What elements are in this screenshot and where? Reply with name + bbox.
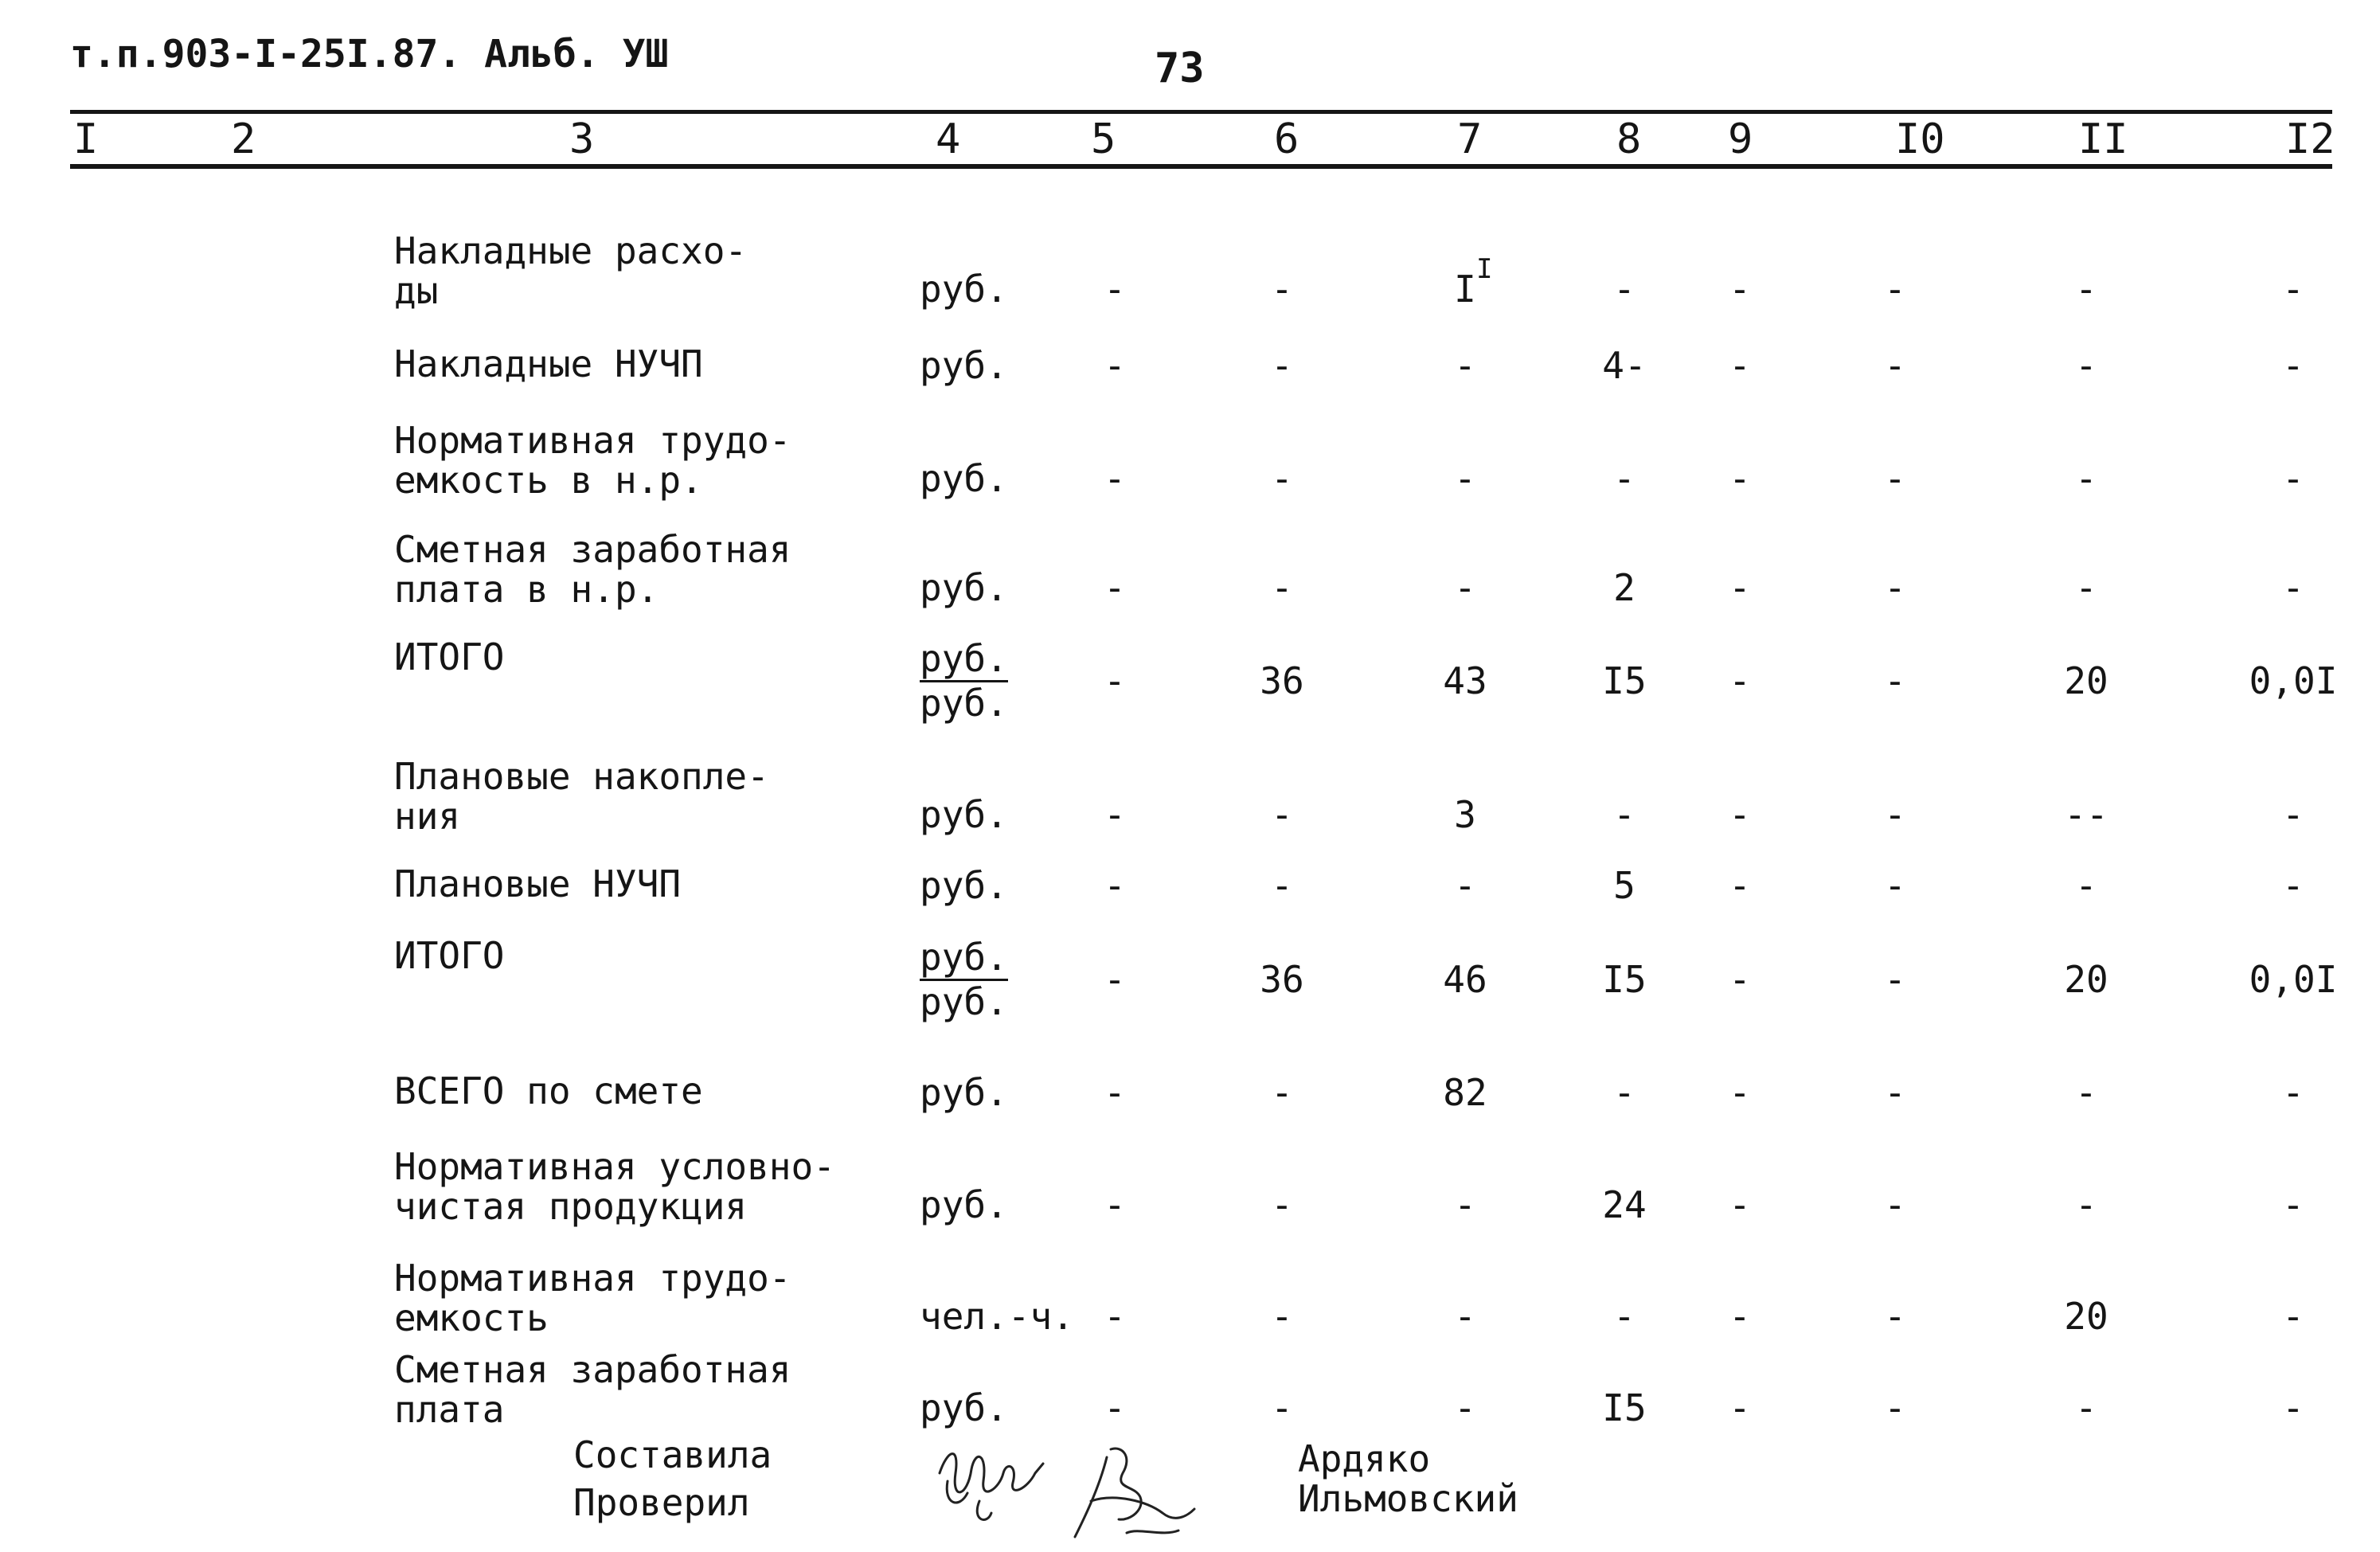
row-label: Накладные НУЧП (394, 342, 703, 385)
cell-c12: - (2282, 1071, 2304, 1114)
cell-c9: - (1729, 1071, 1751, 1114)
handwritten-signatures (924, 1425, 1258, 1545)
cell-c12: 0,0I (2249, 659, 2338, 702)
cell-c6: - (1271, 457, 1293, 500)
cell-c5: - (1104, 1183, 1126, 1226)
cell-c6: - (1271, 1183, 1293, 1226)
row-unit: руб. (920, 268, 1008, 311)
row-label: ВСЕГО по смете (394, 1069, 703, 1112)
cell-c5: - (1104, 1295, 1126, 1338)
cell-c12: - (2282, 566, 2304, 609)
cell-c7: - (1454, 344, 1476, 387)
header-top-rule (70, 110, 2332, 114)
row-label: Плановые НУЧП (394, 862, 682, 905)
cell-c9: - (1729, 566, 1751, 609)
cell-c12: - (2282, 457, 2304, 500)
cell-c5: - (1104, 566, 1126, 609)
row-label: Нормативная трудо- емкость в н.р. (394, 419, 791, 502)
row-unit: руб. (920, 637, 1008, 682)
cell-c11: - (2075, 344, 2097, 387)
cell-c5: - (1104, 268, 1126, 311)
cell-c6: - (1271, 1071, 1293, 1114)
column-number-4: 4 (936, 115, 961, 163)
row-label: Нормативная трудо- емкость (394, 1257, 791, 1339)
cell-c5: - (1104, 793, 1126, 836)
cell-c8: 2 (1613, 566, 1636, 609)
column-number-7: 7 (1457, 115, 1483, 163)
column-number-9: 9 (1728, 115, 1753, 163)
cell-c10: - (1884, 457, 1906, 500)
cell-c8: 5 (1613, 864, 1636, 907)
column-number-3: 3 (569, 115, 595, 163)
cell-c11: - (2075, 864, 2097, 907)
cell-c5: - (1104, 958, 1126, 1001)
row-unit-secondary: руб. (920, 980, 1008, 1023)
row-unit: руб. (920, 1071, 1008, 1114)
cell-c5: - (1104, 344, 1126, 387)
cell-c7: - (1454, 566, 1476, 609)
cell-c6: - (1271, 1295, 1293, 1338)
cell-c12: - (2282, 268, 2304, 311)
column-number-10: I0 (1895, 115, 1945, 163)
cell-c8: - (1613, 1071, 1636, 1114)
row-label: Накладные расхо- ды (394, 229, 748, 312)
cell-c5: - (1104, 864, 1126, 907)
cell-c7: 82 (1443, 1071, 1487, 1114)
cell-c12: - (2282, 1183, 2304, 1226)
cell-c10: - (1884, 268, 1906, 311)
cell-c10: - (1884, 1295, 1906, 1338)
row-unit-secondary: руб. (920, 682, 1008, 725)
cell-c6: 36 (1260, 958, 1304, 1001)
cell-c11: 20 (2064, 659, 2108, 702)
cell-c11: - (2075, 566, 2097, 609)
row-label: Нормативная условно- чистая продукция (394, 1145, 835, 1228)
row-unit: руб. (920, 936, 1008, 981)
cell-c12: - (2282, 793, 2304, 836)
cell-c9: - (1729, 864, 1751, 907)
row-label: Сметная заработная плата в н.р. (394, 528, 791, 611)
cell-c10: - (1884, 1071, 1906, 1114)
cell-c11: - (2075, 268, 2097, 311)
cell-c8: I5 (1602, 958, 1647, 1001)
checked-by-label: Проверил (573, 1481, 750, 1524)
cell-c8: - (1613, 793, 1636, 836)
cell-c5: - (1104, 1071, 1126, 1114)
header-bottom-rule (70, 164, 2332, 169)
cell-c10: - (1884, 1386, 1906, 1429)
row-unit: руб. (920, 1386, 1008, 1429)
cell-c9: - (1729, 344, 1751, 387)
cell-c6: - (1271, 344, 1293, 387)
cell-c5: - (1104, 457, 1126, 500)
cell-c5: - (1104, 1386, 1126, 1429)
cell-c7: - (1454, 457, 1476, 500)
cell-c8: - (1613, 457, 1636, 500)
column-number-11: II (2078, 115, 2128, 163)
cell-c11: -- (2064, 793, 2108, 836)
column-number-5: 5 (1091, 115, 1116, 163)
cell-c11: 20 (2064, 958, 2108, 1001)
cell-c9: - (1729, 457, 1751, 500)
compiled-by-name: Ардяко (1298, 1437, 1431, 1480)
cell-c10: - (1884, 659, 1906, 702)
cell-c9: - (1729, 268, 1751, 311)
cell-c9: - (1729, 659, 1751, 702)
cell-c7: - (1454, 1386, 1476, 1429)
cell-c8: I5 (1602, 1386, 1647, 1429)
cell-c10: - (1884, 344, 1906, 387)
row-unit: чел.-ч. (920, 1295, 1074, 1338)
column-number-2: 2 (231, 115, 256, 163)
column-number-1: I (73, 115, 99, 163)
cell-c6: 36 (1260, 659, 1304, 702)
cell-c10: - (1884, 864, 1906, 907)
cell-c8: - (1613, 1295, 1636, 1338)
row-label: Плановые накопле- ния (394, 755, 769, 838)
cell-c10: - (1884, 793, 1906, 836)
cell-c11: 20 (2064, 1295, 2108, 1338)
row-label: Сметная заработная плата (394, 1348, 791, 1431)
cell-c6: - (1271, 566, 1293, 609)
row-unit: руб. (920, 1183, 1008, 1226)
cell-c8: I5 (1602, 659, 1647, 702)
cell-c11: - (2075, 1183, 2097, 1226)
cell-c12: - (2282, 344, 2304, 387)
cell-c8: 24 (1602, 1183, 1647, 1226)
cell-c7: - (1454, 1183, 1476, 1226)
cell-c11: - (2075, 1071, 2097, 1114)
cell-c7: I (1454, 268, 1476, 311)
cell-c12: - (2282, 1295, 2304, 1338)
cell-c7: 43 (1443, 659, 1487, 702)
cell-c10: - (1884, 566, 1906, 609)
cell-c7: 46 (1443, 958, 1487, 1001)
row-label: ИТОГО (394, 635, 505, 678)
column-number-12: I2 (2285, 115, 2335, 163)
cell-c11: - (2075, 1386, 2097, 1429)
cell-c7: 3 (1454, 793, 1476, 836)
cell-c10: - (1884, 1183, 1906, 1226)
row-label: ИТОГО (394, 934, 505, 977)
document-reference: т.п.903-I-25I.87. Альб. УШ (70, 32, 669, 76)
cell-c11: - (2075, 457, 2097, 500)
cell-c6: - (1271, 864, 1293, 907)
cell-c9: - (1729, 1295, 1751, 1338)
cell-c9: - (1729, 793, 1751, 836)
cell-c12: - (2282, 1386, 2304, 1429)
cell-c8: 4- (1602, 344, 1647, 387)
checked-by-name: Ильмовский (1298, 1477, 1518, 1520)
cell-c7: - (1454, 864, 1476, 907)
cell-c5: - (1104, 659, 1126, 702)
cell-c7: - (1454, 1295, 1476, 1338)
column-number-6: 6 (1274, 115, 1299, 163)
cell-c6: - (1271, 1386, 1293, 1429)
row-unit: руб. (920, 566, 1008, 609)
cell-c12: - (2282, 864, 2304, 907)
cell-c9: - (1729, 1386, 1751, 1429)
row-unit: руб. (920, 793, 1008, 836)
compiled-by-label: Составила (573, 1433, 772, 1476)
cell-c10: - (1884, 958, 1906, 1001)
row-unit: руб. (920, 457, 1008, 500)
cell-c9: - (1729, 958, 1751, 1001)
page-number: 73 (1155, 45, 1205, 92)
cell-c6: - (1271, 793, 1293, 836)
column-number-8: 8 (1616, 115, 1642, 163)
cell-c12: 0,0I (2249, 958, 2338, 1001)
cell-c6: - (1271, 268, 1293, 311)
cell-c8: - (1613, 268, 1636, 311)
row-unit: руб. (920, 344, 1008, 387)
row-unit: руб. (920, 864, 1008, 907)
cell-c9: - (1729, 1183, 1751, 1226)
cell-c7-superscript: I (1476, 253, 1493, 285)
